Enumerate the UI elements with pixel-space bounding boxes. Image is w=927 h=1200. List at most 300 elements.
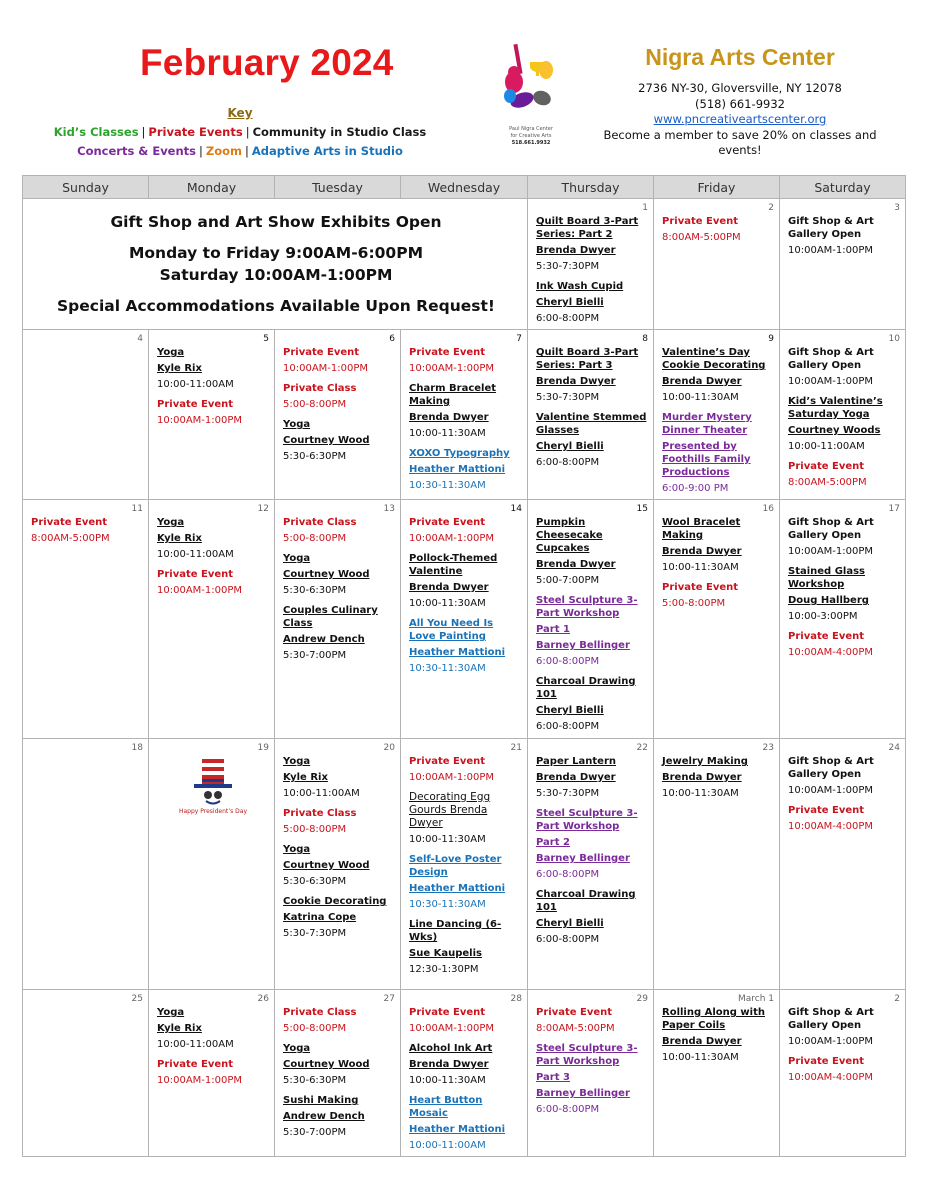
- event-instructor: Barney Bellinger: [536, 1088, 630, 1099]
- event-title: Private Event: [662, 216, 739, 227]
- calendar-event[interactable]: [157, 346, 268, 391]
- day-number: 21: [510, 743, 522, 753]
- event-title: Private Event: [31, 517, 108, 528]
- day-cell[interactable]: [23, 990, 149, 1157]
- event-title: Yoga: [283, 844, 311, 855]
- event-instructor: Brenda Dwyer: [409, 582, 489, 593]
- event-title: Private Event: [662, 582, 739, 593]
- event-title: Private Event: [157, 1059, 234, 1070]
- event-title: Cookie Decorating: [283, 896, 387, 907]
- calendar-week-row: [23, 330, 906, 500]
- day-cell[interactable]: [275, 739, 401, 990]
- event-time: 12:30-1:30PM: [409, 964, 479, 975]
- day-number: 29: [636, 994, 648, 1004]
- event-title: Private Event: [409, 1007, 486, 1018]
- calendar-event[interactable]: [536, 346, 647, 404]
- calendar-event[interactable]: [31, 516, 142, 545]
- day-cell[interactable]: [528, 199, 654, 330]
- event-title: All You Need Is Love Painting: [409, 618, 494, 642]
- event-time: 10:00-11:30AM: [662, 1052, 739, 1063]
- event-time: 8:00AM-5:00PM: [31, 533, 110, 544]
- calendar-event[interactable]: [536, 888, 647, 946]
- event-title: Private Event: [157, 569, 234, 580]
- event-title: Gift Shop & Art Gallery Open: [788, 517, 874, 541]
- calendar-event[interactable]: [662, 346, 773, 404]
- calendar-event[interactable]: [788, 215, 899, 257]
- day-cell[interactable]: [149, 330, 275, 500]
- day-number: 22: [636, 743, 648, 753]
- calendar-event[interactable]: [409, 791, 521, 846]
- day-number: 26: [257, 994, 269, 1004]
- day-cell[interactable]: [528, 739, 654, 990]
- calendar-event[interactable]: [283, 418, 394, 463]
- event-title: Private Class: [283, 1007, 357, 1018]
- calendar-event[interactable]: [662, 411, 773, 495]
- event-title: Wool Bracelet Making: [662, 517, 741, 541]
- event-title: Quilt Board 3-Part Series: Part 3: [536, 347, 639, 371]
- key-kids-classes: Kid’s Classes: [53, 125, 139, 139]
- event-time: 10:00AM-1:00PM: [409, 533, 495, 544]
- event-time: 10:30-11:30AM: [409, 663, 486, 674]
- day-number: March 1: [737, 994, 774, 1004]
- event-time: 6:00-8:00PM: [536, 457, 600, 468]
- day-cell[interactable]: [780, 500, 906, 739]
- event-instructor: Brenda Dwyer: [662, 772, 742, 783]
- event-title: Charm Bracelet Making: [409, 383, 497, 407]
- calendar-week-row: [23, 199, 906, 330]
- event-title: Valentine Stemmed Glasses: [536, 412, 647, 436]
- event-title: Yoga: [157, 347, 185, 358]
- calendar-event[interactable]: [157, 1006, 268, 1051]
- event-title: Steel Sculpture 3-Part Workshop: [536, 808, 638, 832]
- calendar-event[interactable]: [788, 565, 899, 623]
- day-number: 15: [636, 504, 648, 514]
- calendar-event[interactable]: [409, 617, 521, 675]
- event-time: 5:30-7:30PM: [536, 392, 600, 403]
- event-time: 8:00AM-5:00PM: [788, 477, 867, 488]
- day-number: 9: [768, 334, 774, 344]
- banner-line3: Saturday 10:00AM-1:00PM: [159, 266, 393, 284]
- day-cell[interactable]: [780, 739, 906, 990]
- event-title: Stained Glass Workshop: [788, 566, 865, 590]
- calendar-event[interactable]: [409, 346, 521, 375]
- event-time: 10:00AM-1:00PM: [788, 1036, 874, 1047]
- day-cell[interactable]: [149, 739, 275, 990]
- day-header-friday: Friday: [654, 176, 780, 199]
- event-title: Gift Shop & Art Gallery Open: [788, 1007, 874, 1031]
- calendar-event[interactable]: [283, 552, 394, 597]
- event-time: 10:00-11:00AM: [788, 441, 865, 452]
- key-private-events: Private Events: [148, 125, 243, 139]
- event-instructor: Brenda Dwyer: [662, 376, 742, 387]
- calendar-event[interactable]: [788, 395, 899, 453]
- calendar-event[interactable]: [662, 755, 773, 800]
- day-number: 11: [131, 504, 143, 514]
- day-cell[interactable]: [780, 330, 906, 500]
- event-instructor: Brenda Dwyer: [536, 376, 616, 387]
- calendar-event[interactable]: [788, 346, 899, 388]
- calendar-grid: [22, 175, 906, 1157]
- event-instructor: Cheryl Bielli: [536, 705, 604, 716]
- day-number: 1: [642, 203, 648, 213]
- event-time: 10:00AM-1:00PM: [788, 785, 874, 796]
- event-title: Yoga: [283, 1043, 311, 1054]
- calendar-week-row: [23, 500, 906, 739]
- event-title: Private Class: [283, 808, 357, 819]
- calendar-event[interactable]: [662, 215, 773, 244]
- event-time: 5:00-8:00PM: [283, 399, 347, 410]
- calendar-event[interactable]: [662, 581, 773, 610]
- day-number: 2: [894, 994, 900, 1004]
- event-time: 10:00-11:00AM: [283, 788, 360, 799]
- day-cell[interactable]: [654, 500, 780, 739]
- svg-text:518.661.9932: 518.661.9932: [511, 140, 551, 146]
- event-title: Rolling Along with Paper Coils: [662, 1007, 765, 1031]
- day-number: 3: [894, 203, 900, 213]
- event-instructor: Part 1: [536, 624, 570, 635]
- calendar-event[interactable]: [788, 1055, 899, 1084]
- event-title: Murder Mystery Dinner Theater: [662, 412, 752, 436]
- day-header-wednesday: Wednesday: [401, 176, 528, 199]
- calendar-event[interactable]: [283, 895, 394, 940]
- event-time: 10:00AM-1:00PM: [788, 376, 874, 387]
- day-number: 24: [888, 743, 900, 753]
- event-title: Heart Button Mosaic: [409, 1095, 483, 1119]
- event-time: 10:00AM-1:00PM: [283, 363, 369, 374]
- event-instructor: Kyle Rix: [157, 363, 202, 374]
- event-title: Yoga: [283, 553, 311, 564]
- day-number: 16: [762, 504, 774, 514]
- event-title: Pollock-Themed Valentine: [409, 553, 498, 577]
- calendar-event[interactable]: [788, 755, 899, 797]
- event-time: 5:30-7:30PM: [536, 788, 600, 799]
- event-instructor: Cheryl Bielli: [536, 918, 604, 929]
- calendar-event[interactable]: [409, 1094, 521, 1152]
- event-time: 5:30-7:30PM: [536, 261, 600, 272]
- event-instructor: Kyle Rix: [157, 1023, 202, 1034]
- event-instructor: Andrew Dench: [283, 1111, 365, 1122]
- event-instructor: Brenda Dwyer: [536, 245, 616, 256]
- day-number: 12: [257, 504, 269, 514]
- calendar-event[interactable]: [283, 843, 394, 888]
- day-header-tuesday: Tuesday: [275, 176, 401, 199]
- calendar-event[interactable]: [283, 382, 394, 411]
- day-cell[interactable]: [654, 330, 780, 500]
- day-header-saturday: Saturday: [780, 176, 906, 199]
- calendar-event[interactable]: [409, 853, 521, 911]
- day-number: 8: [642, 334, 648, 344]
- event-time: 5:00-8:00PM: [283, 533, 347, 544]
- event-instructor: Courtney Wood: [283, 569, 370, 580]
- day-number: 2: [768, 203, 774, 213]
- event-time: 10:00AM-1:00PM: [409, 363, 495, 374]
- event-instructor: Brenda Dwyer: [409, 1059, 489, 1070]
- event-title: Private Event: [788, 805, 865, 816]
- day-number: 6: [389, 334, 395, 344]
- event-instructor: Brenda Dwyer: [409, 412, 489, 423]
- key-zoom: Zoom: [205, 144, 243, 158]
- calendar-event[interactable]: [283, 604, 394, 662]
- exhibit-banner: [23, 199, 528, 330]
- event-title: Gift Shop & Art Gallery Open: [788, 347, 874, 371]
- day-number: 10: [888, 334, 900, 344]
- event-instructor: Barney Bellinger: [536, 853, 630, 864]
- calendar-event[interactable]: [662, 516, 773, 574]
- day-number: 28: [510, 994, 522, 1004]
- calendar-event[interactable]: [409, 1006, 521, 1035]
- banner-line2: Monday to Friday 9:00AM-6:00PM: [128, 244, 423, 262]
- calendar-event[interactable]: [536, 807, 647, 881]
- event-time: 6:00-8:00PM: [536, 656, 600, 667]
- event-title: Decorating Egg Gourds Brenda Dwyer: [409, 791, 491, 829]
- event-time: 10:00AM-4:00PM: [788, 821, 874, 832]
- key-community-class: Community in Studio Class: [252, 125, 427, 139]
- event-time: 10:00-11:30AM: [662, 788, 739, 799]
- event-title: Sushi Making: [283, 1095, 359, 1106]
- calendar-event[interactable]: [788, 630, 899, 659]
- event-title: Quilt Board 3-Part Series: Part 2: [536, 216, 639, 240]
- calendar-event[interactable]: [536, 675, 647, 733]
- calendar-event[interactable]: [409, 447, 521, 492]
- day-number: 20: [383, 743, 395, 753]
- calendar-event[interactable]: [788, 1006, 899, 1048]
- day-number: 14: [510, 504, 522, 514]
- event-time: 10:00AM-1:00PM: [157, 1075, 243, 1086]
- event-time: 6:00-8:00PM: [536, 934, 600, 945]
- day-cell[interactable]: [654, 199, 780, 330]
- day-cell[interactable]: [401, 739, 528, 990]
- event-time: 10:00AM-1:00PM: [157, 585, 243, 596]
- event-time: 5:00-8:00PM: [283, 824, 347, 835]
- calendar-event[interactable]: [283, 807, 394, 836]
- event-instructor: Barney Bellinger: [536, 640, 630, 651]
- day-cell[interactable]: [654, 990, 780, 1157]
- event-title: Private Event: [788, 461, 865, 472]
- event-title: Private Event: [409, 347, 486, 358]
- event-title: Private Event: [536, 1007, 613, 1018]
- event-time: 6:00-8:00PM: [536, 869, 600, 880]
- calendar-event[interactable]: [536, 1006, 647, 1035]
- day-cell[interactable]: [23, 330, 149, 500]
- calendar-week-row: [23, 990, 906, 1157]
- event-title: Self-Love Poster Design: [409, 854, 502, 878]
- calendar-event[interactable]: [283, 516, 394, 545]
- calendar-event[interactable]: [409, 755, 521, 784]
- day-cell[interactable]: [528, 330, 654, 500]
- event-time: 8:00AM-5:00PM: [662, 232, 741, 243]
- day-number: 13: [383, 504, 395, 514]
- event-title: Yoga: [157, 1007, 185, 1018]
- event-title: Alcohol Ink Art: [409, 1043, 493, 1054]
- calendar-event[interactable]: [788, 460, 899, 489]
- calendar-event[interactable]: [536, 280, 647, 325]
- event-instructor: Cheryl Bielli: [536, 297, 604, 308]
- day-cell[interactable]: [23, 500, 149, 739]
- event-instructor: Courtney Woods: [788, 425, 881, 436]
- event-instructor: Presented by Foothills Family Productions: [662, 441, 751, 478]
- event-title: Yoga: [283, 756, 311, 767]
- org-website-link[interactable]: www.pncreativeartscenter.org: [653, 112, 827, 126]
- day-cell[interactable]: [275, 500, 401, 739]
- event-time: 5:00-7:00PM: [536, 575, 600, 586]
- calendar-event[interactable]: [283, 1006, 394, 1035]
- day-number: 18: [131, 743, 143, 753]
- calendar-event[interactable]: [157, 398, 268, 427]
- calendar-event[interactable]: [283, 1094, 394, 1139]
- calendar-event[interactable]: [157, 1058, 268, 1087]
- event-time: 10:00AM-4:00PM: [788, 1072, 874, 1083]
- banner-line4: Special Accommodations Available Upon Request!: [57, 297, 495, 315]
- event-time: 8:00AM-5:00PM: [536, 1023, 615, 1034]
- presidents-day-art: [157, 757, 268, 817]
- key-adaptive-arts: Adaptive Arts in Studio: [251, 144, 403, 158]
- event-time: 6:00-8:00PM: [536, 1104, 600, 1115]
- event-title: Pumpkin Cheesecake Cupcakes: [536, 517, 603, 554]
- calendar-event[interactable]: [788, 804, 899, 833]
- event-title: XOXO Typography: [409, 448, 510, 459]
- day-cell[interactable]: [149, 990, 275, 1157]
- day-number: 7: [516, 334, 522, 344]
- org-member-note: Become a member to save 20% on classes and events!: [603, 127, 877, 157]
- day-header-thursday: Thursday: [528, 176, 654, 199]
- event-title: Charcoal Drawing 101: [536, 889, 636, 913]
- event-time: 10:00-11:30AM: [662, 562, 739, 573]
- event-instructor: Cheryl Bielli: [536, 441, 604, 452]
- calendar-event[interactable]: [536, 516, 647, 587]
- event-time: 6:00-9:00 PM: [662, 483, 729, 494]
- svg-text:Happy President’s Day: Happy President’s Day: [178, 808, 247, 815]
- day-cell[interactable]: [654, 739, 780, 990]
- event-instructor: Brenda Dwyer: [662, 546, 742, 557]
- calendar-event[interactable]: [409, 1042, 521, 1087]
- event-instructor: Doug Hallberg: [788, 595, 869, 606]
- day-cell[interactable]: [23, 739, 149, 990]
- event-instructor: Part 3: [536, 1072, 570, 1083]
- day-number: 25: [131, 994, 143, 1004]
- event-title: Private Event: [409, 517, 486, 528]
- event-instructor: Kyle Rix: [157, 533, 202, 544]
- event-time: 10:00-11:00AM: [157, 379, 234, 390]
- event-time: 10:30-11:30AM: [409, 899, 486, 910]
- event-instructor: Brenda Dwyer: [536, 772, 616, 783]
- banner-line1: Gift Shop and Art Show Exhibits Open: [110, 213, 442, 231]
- event-title: Gift Shop & Art Gallery Open: [788, 216, 874, 240]
- event-time: 5:30-6:30PM: [283, 585, 347, 596]
- calendar-event[interactable]: [536, 411, 647, 469]
- event-title: Steel Sculpture 3-Part Workshop: [536, 595, 638, 619]
- event-title: Yoga: [283, 419, 311, 430]
- event-time: 5:30-7:00PM: [283, 1127, 347, 1138]
- calendar-event[interactable]: [157, 516, 268, 561]
- day-cell[interactable]: [149, 500, 275, 739]
- svg-text:for Creative Arts: for Creative Arts: [510, 133, 552, 139]
- event-time: 5:00-8:00PM: [283, 1023, 347, 1034]
- event-time: 10:00AM-4:00PM: [788, 647, 874, 658]
- day-number: 5: [263, 334, 269, 344]
- day-cell[interactable]: [275, 990, 401, 1157]
- event-time: 10:00-11:30AM: [409, 1075, 486, 1086]
- month-title: February 2024: [140, 42, 394, 83]
- event-time: 5:30-6:30PM: [283, 876, 347, 887]
- event-time: 5:30-6:30PM: [283, 1075, 347, 1086]
- event-title: Private Class: [283, 383, 357, 394]
- calendar-event[interactable]: [409, 382, 521, 440]
- day-cell[interactable]: [780, 199, 906, 330]
- calendar-event[interactable]: [536, 1042, 647, 1116]
- event-time: 10:00AM-1:00PM: [788, 245, 874, 256]
- event-time: 10:00AM-1:00PM: [409, 772, 495, 783]
- event-instructor: Heather Mattioni: [409, 464, 506, 475]
- calendar-event[interactable]: [283, 755, 394, 800]
- event-instructor: Katrina Cope: [283, 912, 357, 923]
- event-instructor: Brenda Dwyer: [536, 559, 616, 570]
- calendar-event[interactable]: [409, 552, 521, 610]
- event-time: 5:30-7:30PM: [283, 928, 347, 939]
- day-header-monday: Monday: [149, 176, 275, 199]
- org-phone: (518) 661-9932: [695, 96, 785, 111]
- calendar-event[interactable]: [283, 1042, 394, 1087]
- event-time: 10:00-11:30AM: [409, 598, 486, 609]
- event-time: 10:00-11:30AM: [409, 834, 486, 845]
- org-address: 2736 NY-30, Gloversville, NY 12078: [638, 81, 842, 95]
- calendar-event[interactable]: [536, 215, 647, 273]
- event-instructor: Heather Mattioni: [409, 1124, 506, 1135]
- event-time: 5:30-6:30PM: [283, 451, 347, 462]
- calendar-event[interactable]: [157, 568, 268, 597]
- day-cell[interactable]: [401, 500, 528, 739]
- uncle-sam-hat-icon: [178, 757, 248, 817]
- day-cell[interactable]: [401, 330, 528, 500]
- day-cell[interactable]: [401, 990, 528, 1157]
- event-instructor: Brenda Dwyer: [662, 1036, 742, 1047]
- org-info: [590, 44, 890, 159]
- calendar-event[interactable]: [409, 516, 521, 545]
- day-header-sunday: Sunday: [23, 176, 149, 199]
- day-cell[interactable]: [275, 330, 401, 500]
- calendar-event[interactable]: [283, 346, 394, 375]
- day-cell[interactable]: [528, 990, 654, 1157]
- calendar-event[interactable]: [409, 918, 521, 976]
- event-instructor: Courtney Wood: [283, 1059, 370, 1070]
- event-instructor: Kyle Rix: [283, 772, 328, 783]
- day-number: 23: [762, 743, 774, 753]
- event-time: 5:30-7:00PM: [283, 650, 347, 661]
- event-time: 10:00-11:30AM: [662, 392, 739, 403]
- event-title: Private Event: [788, 1056, 865, 1067]
- event-title: Couples Culinary Class: [283, 605, 378, 629]
- day-number: 17: [888, 504, 900, 514]
- event-time: 6:00-8:00PM: [536, 313, 600, 324]
- event-time: 10:00-11:00AM: [157, 549, 234, 560]
- day-cell[interactable]: [528, 500, 654, 739]
- calendar-event[interactable]: [662, 1006, 773, 1064]
- event-time: 10:00-11:00AM: [157, 1039, 234, 1050]
- event-time: 5:00-8:00PM: [662, 598, 726, 609]
- event-title: Yoga: [157, 517, 185, 528]
- event-time: 10:30-11:30AM: [409, 480, 486, 491]
- day-cell[interactable]: [780, 990, 906, 1157]
- event-title: Charcoal Drawing 101: [536, 676, 636, 700]
- calendar-event[interactable]: [536, 755, 647, 800]
- event-title: Private Event: [157, 399, 234, 410]
- calendar-event[interactable]: [788, 516, 899, 558]
- org-name: Nigra Arts Center: [645, 44, 835, 70]
- event-title: Private Event: [409, 756, 486, 767]
- calendar-event[interactable]: [536, 594, 647, 668]
- event-time: 6:00-8:00PM: [536, 721, 600, 732]
- event-title: Line Dancing (6-Wks): [409, 919, 502, 943]
- svg-text:Paul Nigra Center: Paul Nigra Center: [509, 126, 553, 132]
